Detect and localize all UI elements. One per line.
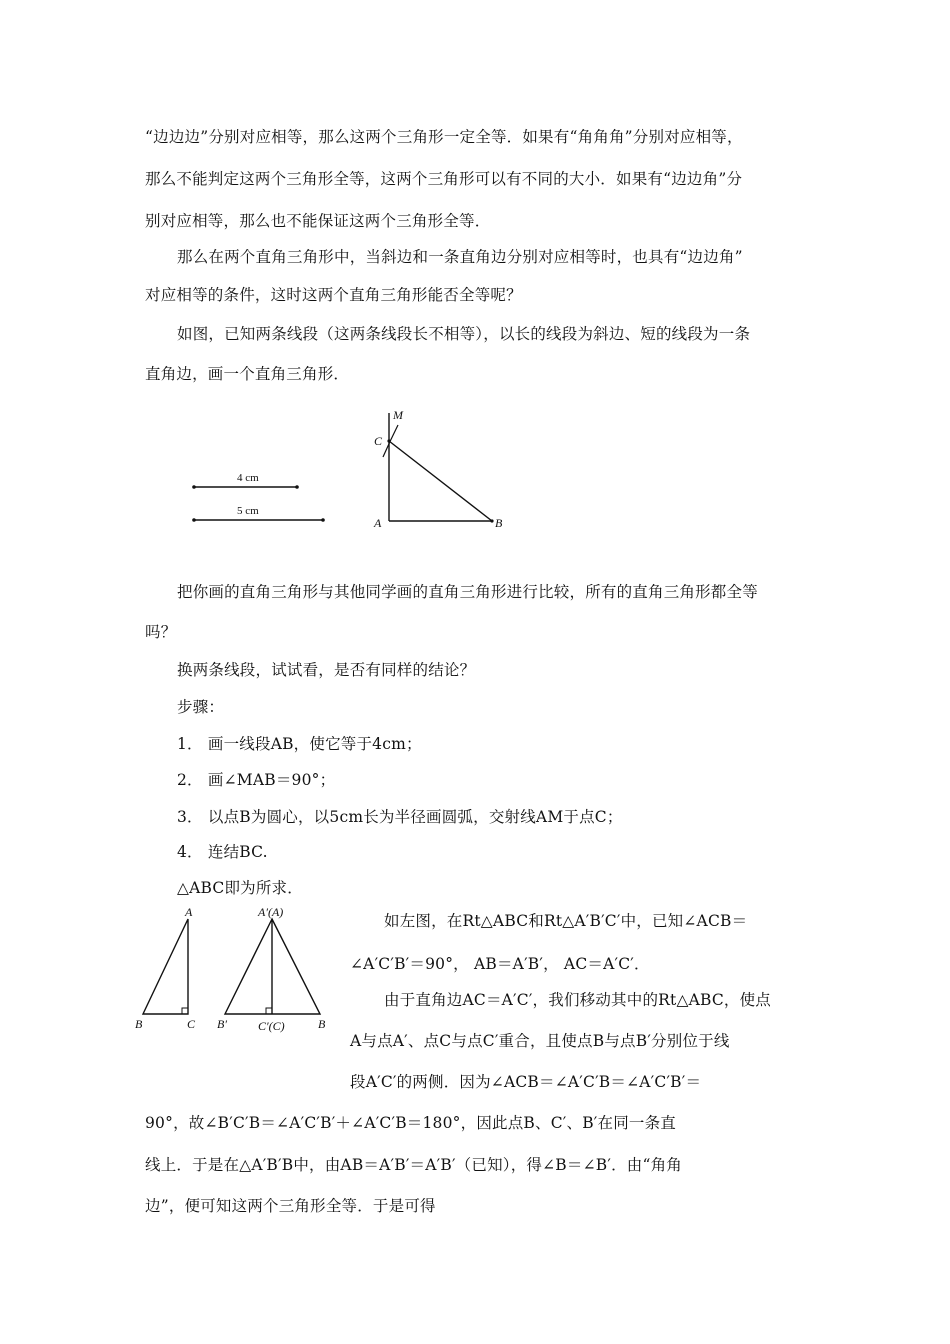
right-angle-mark (182, 1008, 188, 1014)
paragraph-line: 别对应相等，那么也不能保证这两个三角形全等． (145, 212, 491, 230)
tri1-c-label: C (187, 1017, 196, 1031)
paragraph-line: 如图，已知两条线段（这两条线段长不相等），以长的线段为斜边、短的线段为一条 (177, 325, 751, 343)
tri1-b-label: B (135, 1017, 143, 1031)
step-item: 2． 画∠MAB＝90°； (177, 771, 336, 789)
side-bc (389, 441, 492, 521)
step-item: 4． 连结BC. (177, 843, 268, 861)
tri2-bprime-label: B′ (217, 1017, 227, 1031)
step-item: 3． 以点B为圆心，以5cm长为半径画圆弧，交射线AM于点C； (177, 808, 623, 826)
paragraph-line: ∠A′C′B′＝90°， AB＝A′B′， AC＝A′C′． (350, 955, 650, 973)
tri2-a-label: A′(A) (258, 905, 284, 919)
segment-5cm-label: 5 cm (237, 505, 259, 517)
triangles-figure (132, 902, 342, 1037)
triangle-abc (143, 919, 188, 1014)
paragraph-line: 对应相等的条件，这时这两个直角三角形能否全等呢？ (145, 286, 522, 304)
paragraph-line: A与点A′、点C与点C′重合，且使点B与点B′分别位于线 (350, 1032, 730, 1050)
construction-figure (180, 405, 520, 540)
paragraph-line: “边边边”分别对应相等，那么这两个三角形一定全等．如果有“角角角”分别对应相等， (145, 128, 743, 146)
paragraph-line: 由于直角边AC＝A′C′，我们移动其中的Rt△ABC，使点 (384, 991, 771, 1009)
paragraph-line: 90°，故∠B′C′B＝∠A′C′B′＋∠A′C′B＝180°，因此点B、C′、B′在同一条直 (145, 1114, 677, 1132)
steps-title: 步骤： (177, 698, 225, 716)
paragraph-line: 边”，便可知这两个三角形全等．于是可得 (145, 1197, 436, 1215)
tri1-a-label: A (185, 905, 193, 919)
point-a-label: A (374, 516, 382, 530)
right-angle-mark (266, 1008, 272, 1014)
paragraph-line: 那么在两个直角三角形中，当斜边和一条直角边分别对应相等时，也具有“边边角” (177, 248, 743, 266)
paragraph-line: 换两条线段，试试看，是否有同样的结论？ (177, 661, 476, 679)
segment-4cm-label: 4 cm (237, 472, 259, 484)
point-c-label: C (374, 434, 383, 448)
paragraph-line: 如左图，在Rt△ABC和Rt△A′B′C′中，已知∠ACB＝ (384, 912, 748, 930)
paragraph-line: 吗？ (145, 623, 177, 641)
point-m-label: M (393, 408, 403, 422)
result-line: △ABC即为所求． (177, 879, 303, 897)
step-item: 1． 画一线段AB，使它等于4cm； (177, 735, 422, 753)
point-b-label: B (495, 516, 503, 530)
paragraph-line: 把你画的直角三角形与其他同学画的直角三角形进行比较，所有的直角三角形都全等 (177, 583, 758, 601)
paragraph-line: 那么不能判定这两个三角形全等，这两个三角形可以有不同的大小．如果有“边边角”分 (145, 170, 743, 188)
tri2-c-label: C′(C) (258, 1019, 285, 1033)
tri2-b-label: B (318, 1017, 326, 1031)
paragraph-line: 线上．于是在△A′B′B中，由AB＝A′B′＝A′B′（已知），得∠B＝∠B′．由“角角 (145, 1156, 683, 1174)
paragraph-line: 直角边，画一个直角三角形． (145, 365, 350, 383)
paragraph-line: 段A′C′的两侧．因为∠ACB＝∠A′C′B＝∠A′C′B′＝ (350, 1073, 702, 1091)
